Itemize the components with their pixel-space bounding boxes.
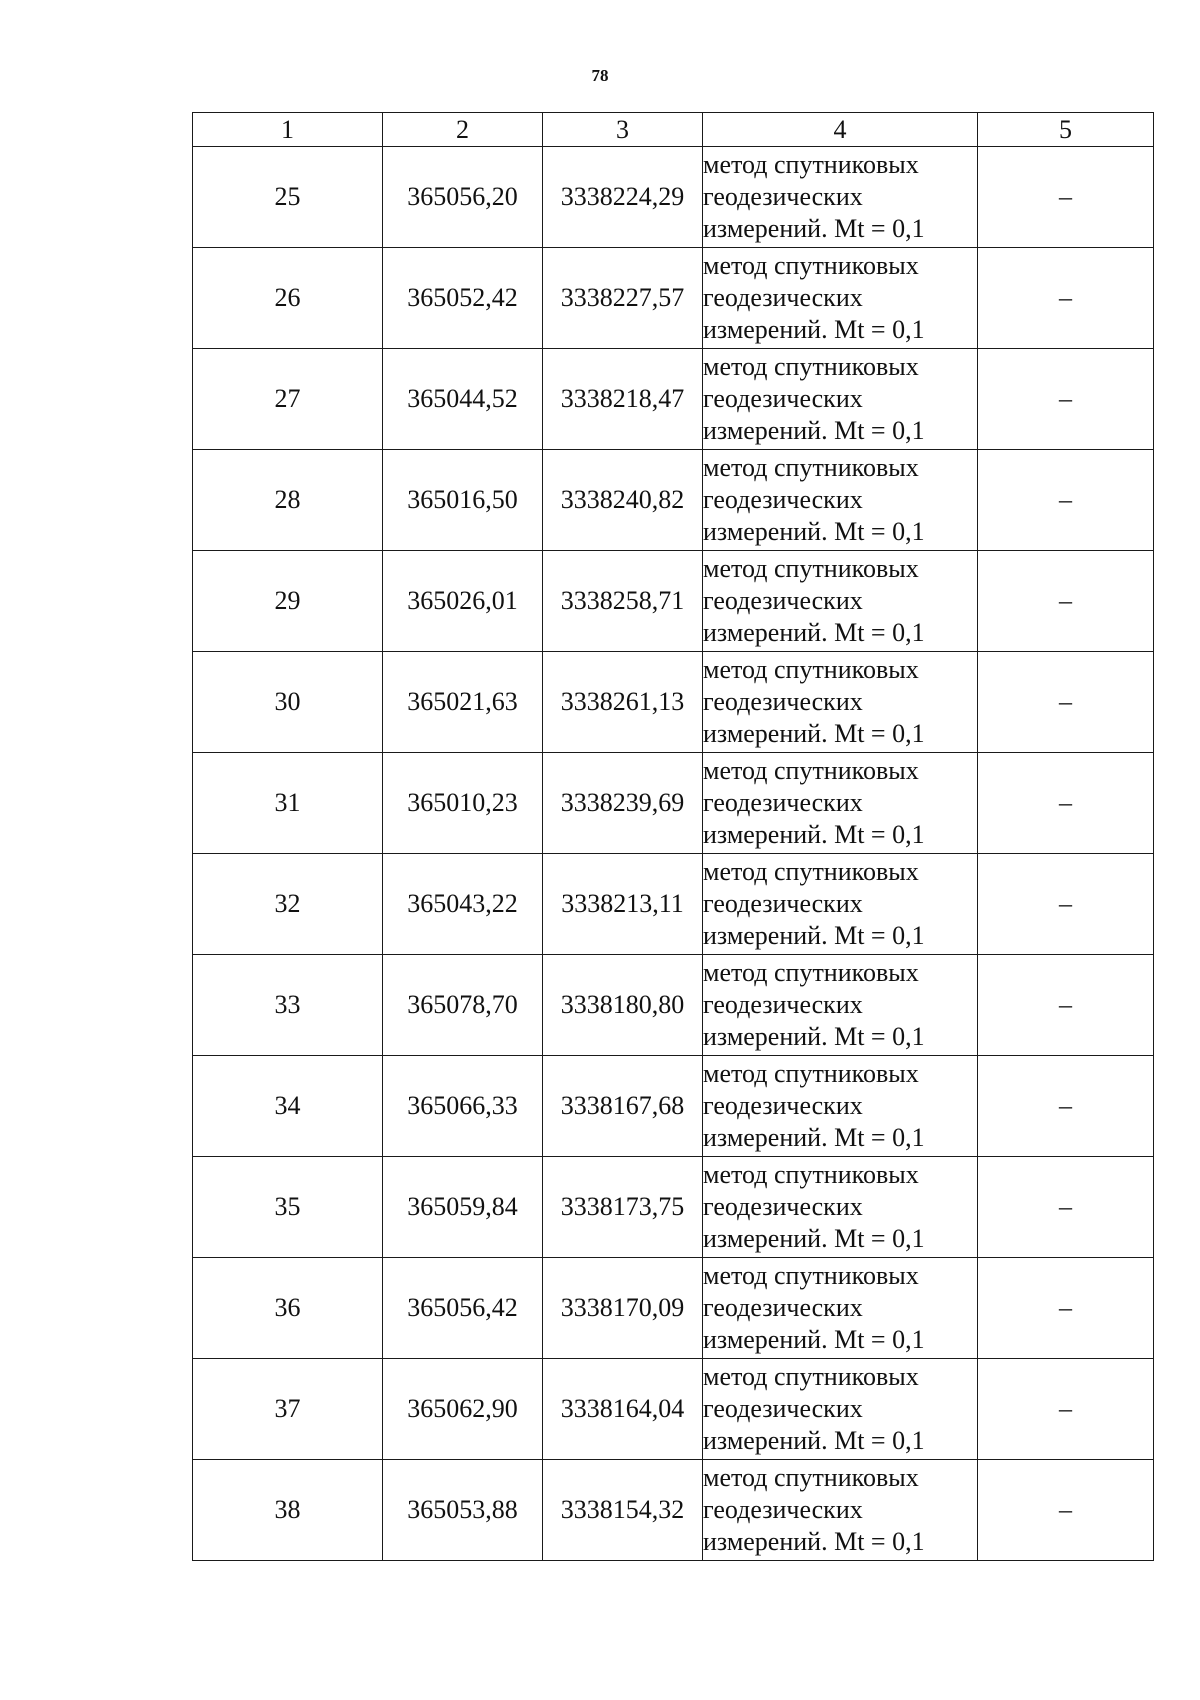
x-coordinate-cell: 365062,90 [383,1359,543,1460]
method-line: геодезических [703,1394,863,1423]
method-line: метод спутниковых [703,352,919,381]
point-number-cell: 36 [193,1258,383,1359]
method-line: метод спутниковых [703,1463,919,1492]
note-cell: – [978,854,1154,955]
method-line: измерений. Mt = 0,1 [703,719,925,748]
method-cell [703,1056,978,1157]
method-line: геодезических [703,384,863,413]
table-body [193,147,1154,1561]
table-row [193,1258,1154,1359]
method-line: метод спутниковых [703,1362,919,1391]
y-coordinate-cell: 3338164,04 [543,1359,703,1460]
method-line: геодезических [703,990,863,1019]
point-number-cell: 31 [193,753,383,854]
header-row [193,113,1154,147]
table-row [193,1359,1154,1460]
method-line: измерений. Mt = 0,1 [703,618,925,647]
method-line: измерений. Mt = 0,1 [703,1022,925,1051]
table-row [193,551,1154,652]
table-header [193,113,1154,147]
point-number-cell: 25 [193,147,383,248]
method-line: геодезических [703,1293,863,1322]
x-coordinate-cell: 365043,22 [383,854,543,955]
method-line: измерений. Mt = 0,1 [703,214,925,243]
header-col-1: 1 [193,113,383,147]
method-line: геодезических [703,485,863,514]
point-number-cell: 37 [193,1359,383,1460]
method-line: геодезических [703,1192,863,1221]
x-coordinate-cell: 365052,42 [383,248,543,349]
point-number-cell: 30 [193,652,383,753]
note-cell: – [978,955,1154,1056]
note-cell: – [978,1157,1154,1258]
table-row [193,349,1154,450]
point-number-cell: 38 [193,1460,383,1561]
point-number-cell: 34 [193,1056,383,1157]
header-col-5: 5 [978,113,1154,147]
method-line: геодезических [703,788,863,817]
note-cell: – [978,147,1154,248]
method-line: измерений. Mt = 0,1 [703,921,925,950]
method-line: метод спутниковых [703,251,919,280]
method-cell [703,147,978,248]
header-col-2: 2 [383,113,543,147]
method-line: метод спутниковых [703,1160,919,1189]
point-number-cell: 26 [193,248,383,349]
y-coordinate-cell: 3338224,29 [543,147,703,248]
point-number-cell: 35 [193,1157,383,1258]
table-row [193,854,1154,955]
method-line: измерений. Mt = 0,1 [703,517,925,546]
method-line: геодезических [703,1495,863,1524]
method-line: метод спутниковых [703,1261,919,1290]
x-coordinate-cell: 365066,33 [383,1056,543,1157]
y-coordinate-cell: 3338218,47 [543,349,703,450]
table-row [193,450,1154,551]
note-cell: – [978,652,1154,753]
method-line: геодезических [703,283,863,312]
x-coordinate-cell: 365026,01 [383,551,543,652]
y-coordinate-cell: 3338180,80 [543,955,703,1056]
method-line: метод спутниковых [703,655,919,684]
table-row [193,955,1154,1056]
method-line: метод спутниковых [703,150,919,179]
page-number: 78 [591,66,609,85]
x-coordinate-cell: 365053,88 [383,1460,543,1561]
point-number-cell: 29 [193,551,383,652]
y-coordinate-cell: 3338227,57 [543,248,703,349]
y-coordinate-cell: 3338167,68 [543,1056,703,1157]
y-coordinate-cell: 3338240,82 [543,450,703,551]
y-coordinate-cell: 3338154,32 [543,1460,703,1561]
y-coordinate-cell: 3338239,69 [543,753,703,854]
note-cell: – [978,349,1154,450]
method-line: метод спутниковых [703,453,919,482]
method-line: метод спутниковых [703,554,919,583]
method-line: метод спутниковых [703,857,919,886]
y-coordinate-cell: 3338213,11 [543,854,703,955]
table-row [193,147,1154,248]
header-col-3: 3 [543,113,703,147]
note-cell: – [978,450,1154,551]
method-line: измерений. Mt = 0,1 [703,315,925,344]
y-coordinate-cell: 3338258,71 [543,551,703,652]
method-cell [703,753,978,854]
method-cell [703,955,978,1056]
x-coordinate-cell: 365021,63 [383,652,543,753]
header-col-4: 4 [703,113,978,147]
table-row [193,652,1154,753]
point-number-cell: 27 [193,349,383,450]
note-cell: – [978,753,1154,854]
y-coordinate-cell: 3338170,09 [543,1258,703,1359]
method-cell [703,349,978,450]
x-coordinate-cell: 365078,70 [383,955,543,1056]
method-cell [703,1359,978,1460]
x-coordinate-cell: 365056,20 [383,147,543,248]
x-coordinate-cell: 365016,50 [383,450,543,551]
method-line: геодезических [703,889,863,918]
method-line: измерений. Mt = 0,1 [703,1123,925,1152]
point-number-cell: 33 [193,955,383,1056]
table-row [193,248,1154,349]
method-line: измерений. Mt = 0,1 [703,1224,925,1253]
note-cell: – [978,248,1154,349]
table-row [193,1056,1154,1157]
method-line: геодезических [703,586,863,615]
note-cell: – [978,1359,1154,1460]
note-cell: – [978,1460,1154,1561]
coordinates-table [192,112,1154,1561]
y-coordinate-cell: 3338173,75 [543,1157,703,1258]
method-cell [703,450,978,551]
method-cell [703,1460,978,1561]
method-line: измерений. Mt = 0,1 [703,416,925,445]
method-line: метод спутниковых [703,756,919,785]
table-row [193,753,1154,854]
method-cell [703,652,978,753]
method-line: измерений. Mt = 0,1 [703,1426,925,1455]
method-cell [703,1258,978,1359]
method-cell [703,551,978,652]
method-line: геодезических [703,1091,863,1120]
method-line: измерений. Mt = 0,1 [703,1527,925,1556]
note-cell: – [978,551,1154,652]
note-cell: – [978,1056,1154,1157]
method-line: метод спутниковых [703,1059,919,1088]
y-coordinate-cell: 3338261,13 [543,652,703,753]
table-row [193,1460,1154,1561]
method-cell [703,1157,978,1258]
point-number-cell: 28 [193,450,383,551]
table-row [193,1157,1154,1258]
point-number-cell: 32 [193,854,383,955]
x-coordinate-cell: 365059,84 [383,1157,543,1258]
method-line: геодезических [703,687,863,716]
note-cell: – [978,1258,1154,1359]
method-line: измерений. Mt = 0,1 [703,820,925,849]
x-coordinate-cell: 365056,42 [383,1258,543,1359]
x-coordinate-cell: 365010,23 [383,753,543,854]
method-cell [703,248,978,349]
method-cell [703,854,978,955]
method-line: геодезических [703,182,863,211]
x-coordinate-cell: 365044,52 [383,349,543,450]
method-line: измерений. Mt = 0,1 [703,1325,925,1354]
method-line: метод спутниковых [703,958,919,987]
